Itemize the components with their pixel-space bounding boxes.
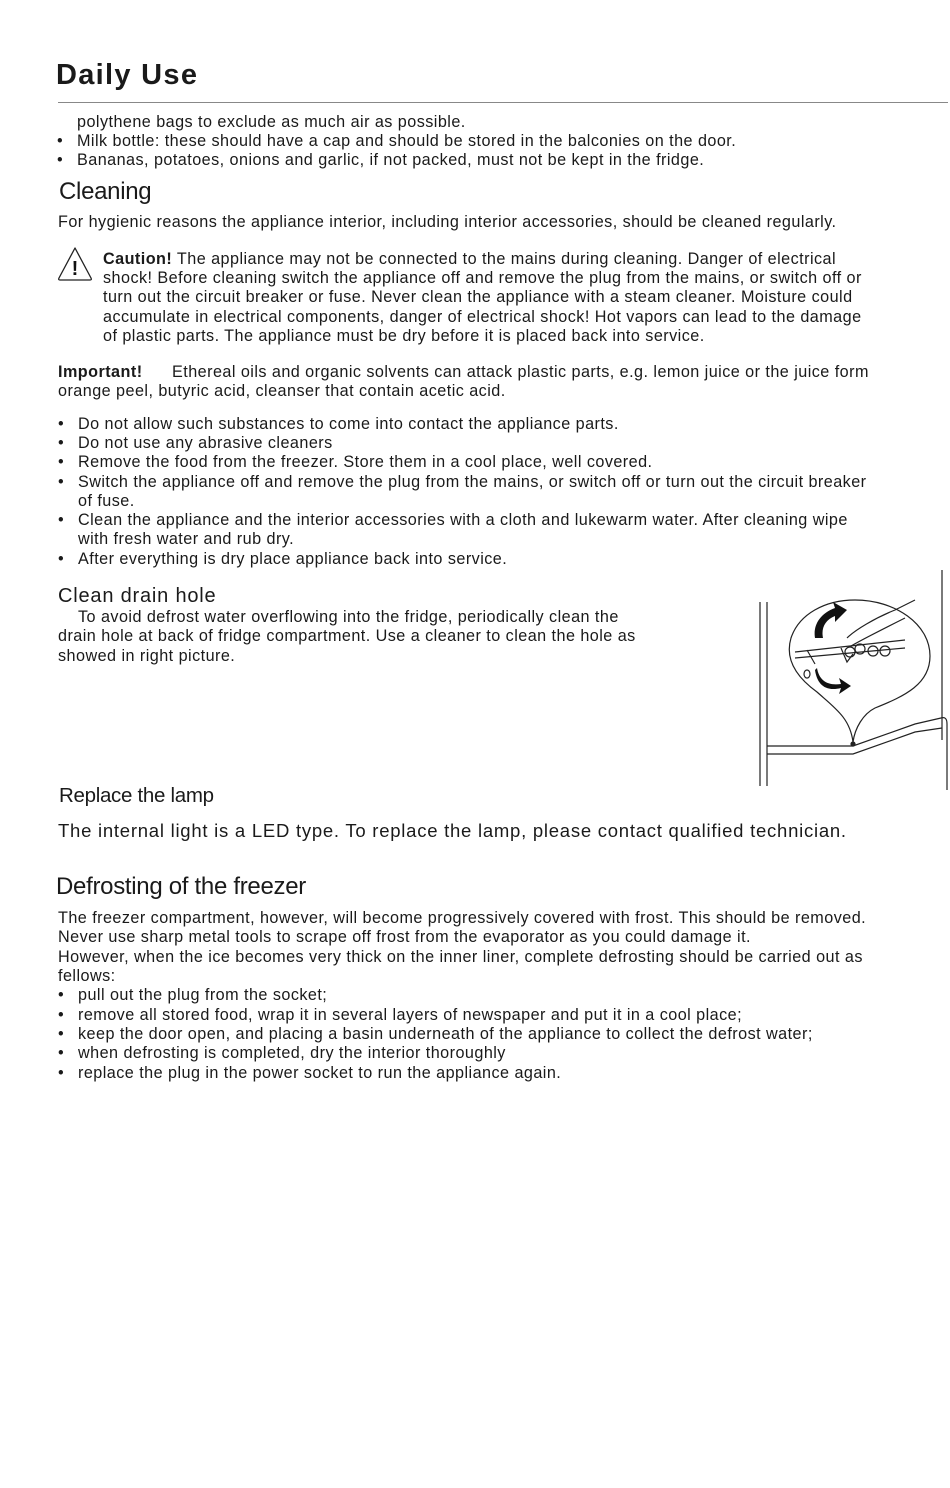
important-text: orange peel, butyric acid, cleanser that contain acetic acid. <box>58 382 506 400</box>
caution-line-1 <box>103 250 836 269</box>
intro-bullet-text: Milk bottle: these should have a cap and should be stored in the balconies on the door. <box>77 132 737 150</box>
bullet-icon: • <box>58 453 65 471</box>
defrost-text: fellows: <box>58 967 116 985</box>
drain-hole-illustration <box>755 568 950 790</box>
caution-label: Caution! <box>103 250 173 268</box>
defrost-text: Never use sharp metal tools to scrape off frost from the evaporator as you could damage it. <box>58 928 751 946</box>
bullet-icon: • <box>58 415 65 433</box>
cleaning-bullet-text: Do not use any abrasive cleaners <box>78 434 333 452</box>
drain-text: To avoid defrost water overflowing into the fridge, periodically clean the <box>78 608 619 626</box>
intro-continuation: polythene bags to exclude as much air as possible. <box>77 113 466 131</box>
caution-text: The appliance may not be connected to the mains during cleaning. Danger of electrical <box>172 250 837 268</box>
cleaning-heading: Cleaning <box>59 178 152 205</box>
lamp-heading: Replace the lamp <box>59 784 214 807</box>
cleaning-intro: For hygienic reasons the appliance interior, including interior accessories, should be cleaned regularly. <box>58 213 837 231</box>
caution-line: of plastic parts. The appliance must be dry before it is placed back into service. <box>103 327 705 345</box>
defrost-bullet-text: remove all stored food, wrap it in several layers of newspaper and put it in a cool place; <box>78 1006 743 1024</box>
defrost-bullet-text: pull out the plug from the socket; <box>78 986 328 1004</box>
bullet-icon: • <box>57 151 64 169</box>
defrost-bullet-text: when defrosting is completed, dry the interior thoroughly <box>78 1044 506 1062</box>
cleaning-bullet-text: Do not allow such substances to come into contact the appliance parts. <box>78 415 619 433</box>
drain-heading: Clean drain hole <box>58 585 217 607</box>
defrost-bullet-text: keep the door open, and placing a basin underneath of the appliance to collect the defrost water; <box>78 1025 813 1043</box>
bullet-icon: • <box>58 550 65 568</box>
cleaning-bullet-text: with fresh water and rub dry. <box>78 530 295 548</box>
cleaning-bullet-text: Switch the appliance off and remove the plug from the mains, or switch off or turn out the circuit breaker <box>78 473 867 491</box>
bullet-icon: • <box>58 511 65 529</box>
caution-glyph: ! <box>71 258 79 280</box>
bullet-icon: • <box>57 132 64 150</box>
defrost-text: The freezer compartment, however, will become progressively covered with frost. This should be removed. <box>58 909 867 927</box>
bullet-icon: • <box>58 473 65 491</box>
intro-bullet-text: Bananas, potatoes, onions and garlic, if not packed, must not be kept in the fridge. <box>77 151 705 169</box>
caution-line: shock! Before cleaning switch the appliance off and remove the plug from the mains, or switch off or <box>103 269 862 287</box>
bullet-icon: • <box>58 986 65 1004</box>
header-rule <box>58 102 948 103</box>
bullet-icon: • <box>58 1006 65 1024</box>
caution-line: turn out the circuit breaker or fuse. Never clean the appliance with a steam cleaner. Moisture could <box>103 288 853 306</box>
caution-icon <box>56 245 94 283</box>
page-title: Daily Use <box>56 59 199 91</box>
cleaning-bullet-text: Remove the food from the freezer. Store them in a cool place, well covered. <box>78 453 653 471</box>
lamp-text: The internal light is a LED type. To replace the lamp, please contact qualified technician. <box>58 820 847 841</box>
cleaning-bullet-text: After everything is dry place appliance back into service. <box>78 550 508 568</box>
bullet-icon: • <box>58 1025 65 1043</box>
bullet-icon: • <box>58 1064 65 1082</box>
defrost-bullet-text: replace the plug in the power socket to run the appliance again. <box>78 1064 562 1082</box>
drain-text: showed in right picture. <box>58 647 236 665</box>
drain-text: drain hole at back of fridge compartment. Use a cleaner to clean the hole as <box>58 627 636 645</box>
caution-line: accumulate in electrical components, danger of electrical shock! Hot vapors can lead to the damage <box>103 308 862 326</box>
cleaning-bullet-text: of fuse. <box>78 492 135 510</box>
important-text: Ethereal oils and organic solvents can attack plastic parts, e.g. lemon juice or the juice form <box>172 363 869 381</box>
cleaning-bullet-text: Clean the appliance and the interior accessories with a cloth and lukewarm water. After cleaning wipe <box>78 511 848 529</box>
bullet-icon: • <box>58 434 65 452</box>
defrost-text: However, when the ice becomes very thick on the inner liner, complete defrosting should be carried out as <box>58 948 863 966</box>
defrost-heading: Defrosting of the freezer <box>56 873 306 900</box>
bullet-icon: • <box>58 1044 65 1062</box>
important-label: Important! <box>58 363 143 381</box>
